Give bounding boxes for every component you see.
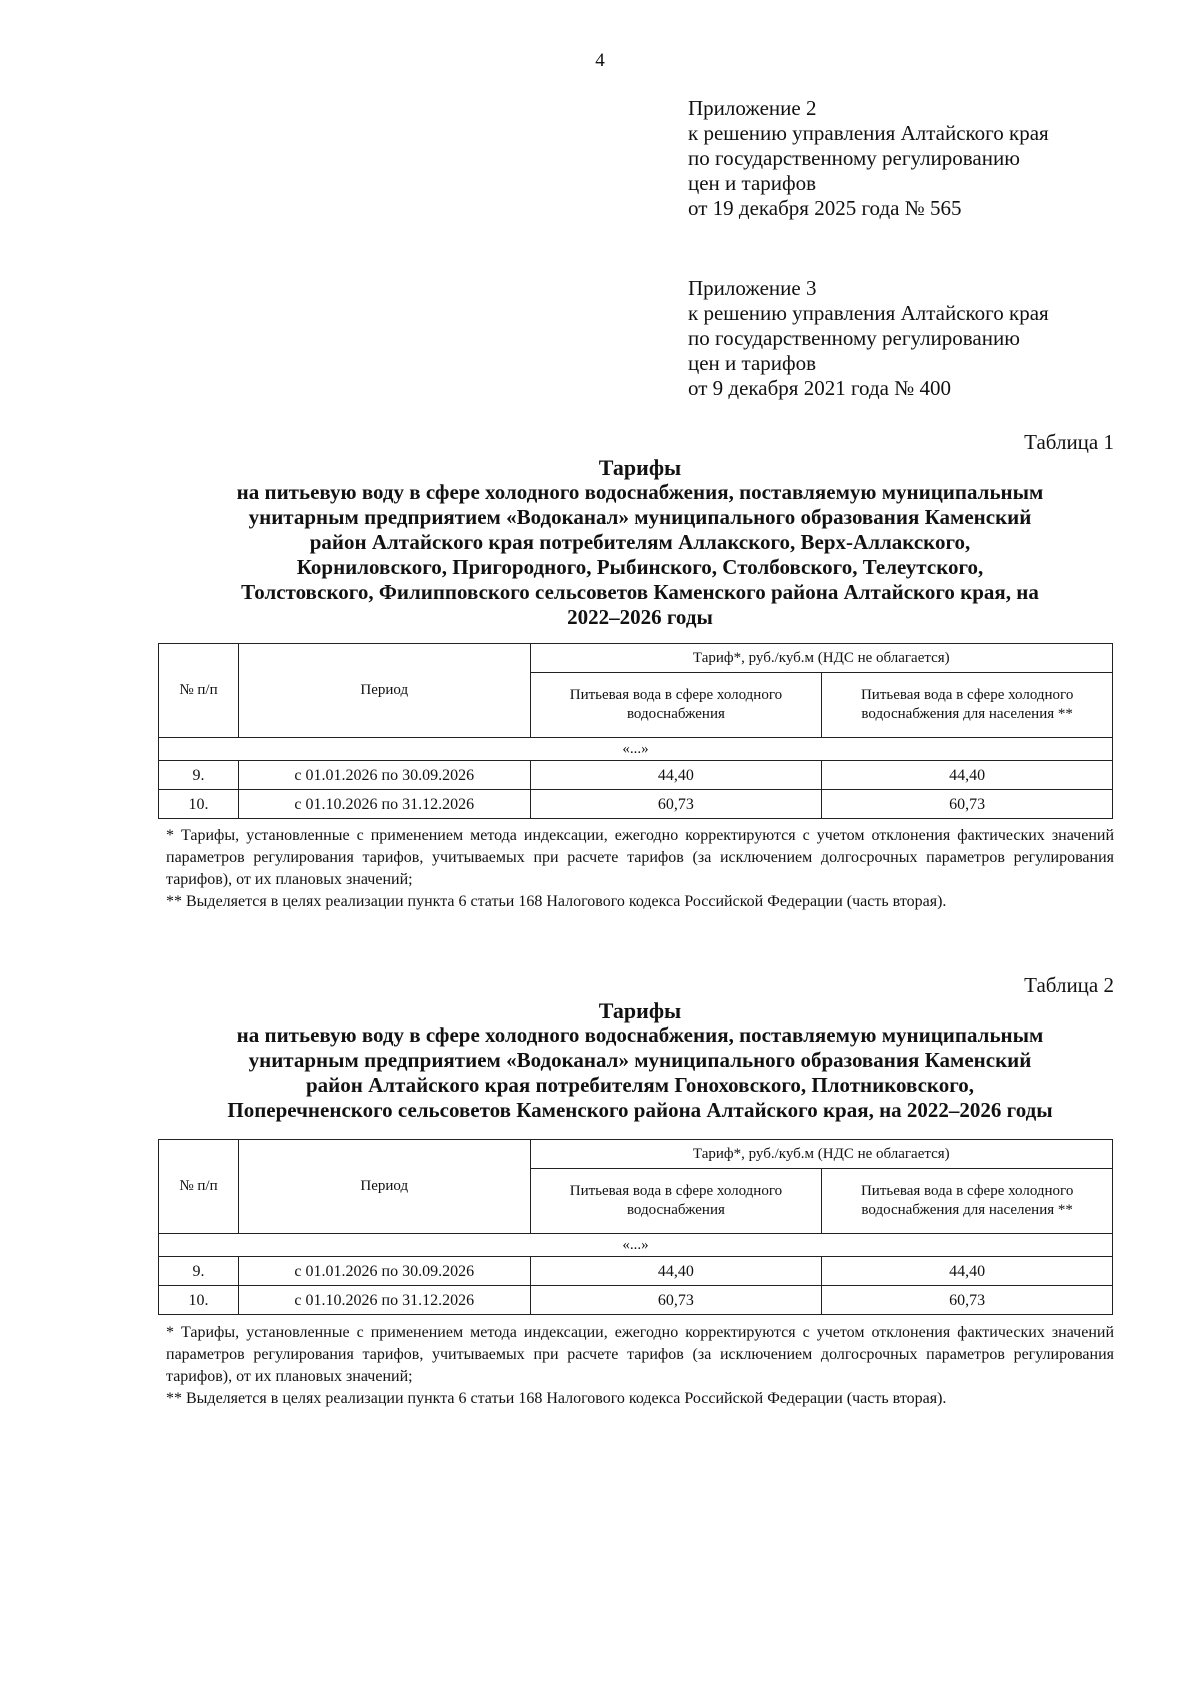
appendix-3-line: от 9 декабря 2021 года № 400 <box>688 376 951 400</box>
row-period: с 01.10.2026 по 31.12.2026 <box>238 790 530 819</box>
appendix-2-line: Приложение 2 <box>688 96 817 120</box>
row-value-population: 60,73 <box>822 790 1113 819</box>
table-1-subtitle-line: Корниловского, Пригородного, Рыбинского, Столбовского, Телеутского, <box>296 555 984 579</box>
appendix-3-line: Приложение 3 <box>688 276 817 300</box>
row-period: с 01.01.2026 по 30.09.2026 <box>238 1257 530 1286</box>
appendix-2-line: к решению управления Алтайского края <box>688 121 1049 145</box>
table-2-title-block <box>150 998 1130 1123</box>
table-2-title: Тарифы <box>598 998 682 1023</box>
table-1-title: Тарифы <box>598 455 682 480</box>
table-2-label: Таблица 2 <box>1024 973 1114 997</box>
ellipsis-row <box>159 1234 1113 1257</box>
table-1-footnotes <box>166 825 1114 913</box>
row-value-cold-water: 44,40 <box>530 761 822 790</box>
row-value-population: 44,40 <box>822 1257 1113 1286</box>
tariff-table-2 <box>158 1139 1113 1315</box>
row-num: 10. <box>159 1286 239 1315</box>
appendix-2-line: цен и тарифов <box>688 171 817 195</box>
header-col-cold-water: Питьевая вода в сфере холодного водоснабжения <box>530 1169 822 1234</box>
table-1-subtitle-line: район Алтайского края потребителям Аллакского, Верх-Аллакского, <box>309 530 971 554</box>
appendix-3-line: к решению управления Алтайского края <box>688 301 1049 325</box>
header-col-population: Питьевая вода в сфере холодного водоснабжения для населения ** <box>822 673 1113 738</box>
header-num: № п/п <box>159 644 239 738</box>
ellipsis-cell: «...» <box>159 1234 1113 1257</box>
table-1-subtitle-line: на питьевую воду в сфере холодного водоснабжения, поставляемую муниципальным <box>236 480 1044 504</box>
row-value-population: 44,40 <box>822 761 1113 790</box>
table-2-subtitle-line: на питьевую воду в сфере холодного водоснабжения, поставляемую муниципальным <box>236 1023 1044 1047</box>
table-2-subtitle-line: Поперечненского сельсоветов Каменского района Алтайского края, на 2022–2026 годы <box>227 1098 1053 1122</box>
header-num: № п/п <box>159 1140 239 1234</box>
row-period: с 01.10.2026 по 31.12.2026 <box>238 1286 530 1315</box>
footnote-tax-code: ** Выделяется в целях реализации пункта 6 статьи 168 Налогового кодекса Российской Федерации (часть вторая). <box>166 893 947 910</box>
header-col-population: Питьевая вода в сфере холодного водоснабжения для населения ** <box>822 1169 1113 1234</box>
row-period: с 01.01.2026 по 30.09.2026 <box>238 761 530 790</box>
ellipsis-cell: «...» <box>159 738 1113 761</box>
header-tariff: Тариф*, руб./куб.м (НДС не облагается) <box>530 1140 1112 1169</box>
header-period: Период <box>238 644 530 738</box>
appendix-3-line: цен и тарифов <box>688 351 817 375</box>
appendix-3-header <box>688 276 1168 401</box>
table-2-footnotes <box>166 1322 1114 1410</box>
footnote-indexation: * Тарифы, установленные с применением метода индексации, ежегодно корректируются с учетом отклонения фактических значений параметров регулирования тарифов, учитываемых при расчете тарифов (за исключением долгосрочных параметров регулирования тарифов), от их плановых значений; <box>166 1324 1114 1385</box>
appendix-3-line: по государственному регулированию <box>688 326 1020 350</box>
table-header-row <box>159 644 1113 673</box>
header-tariff: Тариф*, руб./куб.м (НДС не облагается) <box>530 644 1112 673</box>
table-row <box>159 790 1113 819</box>
row-value-cold-water: 44,40 <box>530 1257 822 1286</box>
appendix-2-header <box>688 96 1168 221</box>
table-1-subtitle-line: 2022–2026 годы <box>567 605 713 629</box>
table-row <box>159 1257 1113 1286</box>
appendix-2-line: от 19 декабря 2025 года № 565 <box>688 196 962 220</box>
table-1-label: Таблица 1 <box>1024 430 1114 454</box>
row-num: 9. <box>159 761 239 790</box>
table-1-title-block <box>150 455 1130 630</box>
table-1-subtitle-line: унитарным предприятием «Водоканал» муниципального образования Каменский <box>248 505 1032 529</box>
table-2-subtitle-line: район Алтайского края потребителям Гоноховского, Плотниковского, <box>305 1073 975 1097</box>
table-row <box>159 1286 1113 1315</box>
table-header-row <box>159 1140 1113 1169</box>
appendix-2-line: по государственному регулированию <box>688 146 1020 170</box>
header-period: Период <box>238 1140 530 1234</box>
table-2-subtitle-line: унитарным предприятием «Водоканал» муниципального образования Каменский <box>248 1048 1032 1072</box>
row-num: 10. <box>159 790 239 819</box>
tariff-table-1 <box>158 643 1113 819</box>
table-row <box>159 761 1113 790</box>
page-number: 4 <box>595 50 605 71</box>
footnote-indexation: * Тарифы, установленные с применением метода индексации, ежегодно корректируются с учетом отклонения фактических значений параметров регулирования тарифов, учитываемых при расчете тарифов (за исключением долгосрочных параметров регулирования тарифов), от их плановых значений; <box>166 827 1114 888</box>
row-value-cold-water: 60,73 <box>530 1286 822 1315</box>
table-1-subtitle-line: Толстовского, Филипповского сельсоветов Каменского района Алтайского края, на <box>241 580 1039 604</box>
row-value-cold-water: 60,73 <box>530 790 822 819</box>
footnote-tax-code: ** Выделяется в целях реализации пункта 6 статьи 168 Налогового кодекса Российской Федерации (часть вторая). <box>166 1390 947 1407</box>
header-col-cold-water: Питьевая вода в сфере холодного водоснабжения <box>530 673 822 738</box>
ellipsis-row <box>159 738 1113 761</box>
row-value-population: 60,73 <box>822 1286 1113 1315</box>
row-num: 9. <box>159 1257 239 1286</box>
